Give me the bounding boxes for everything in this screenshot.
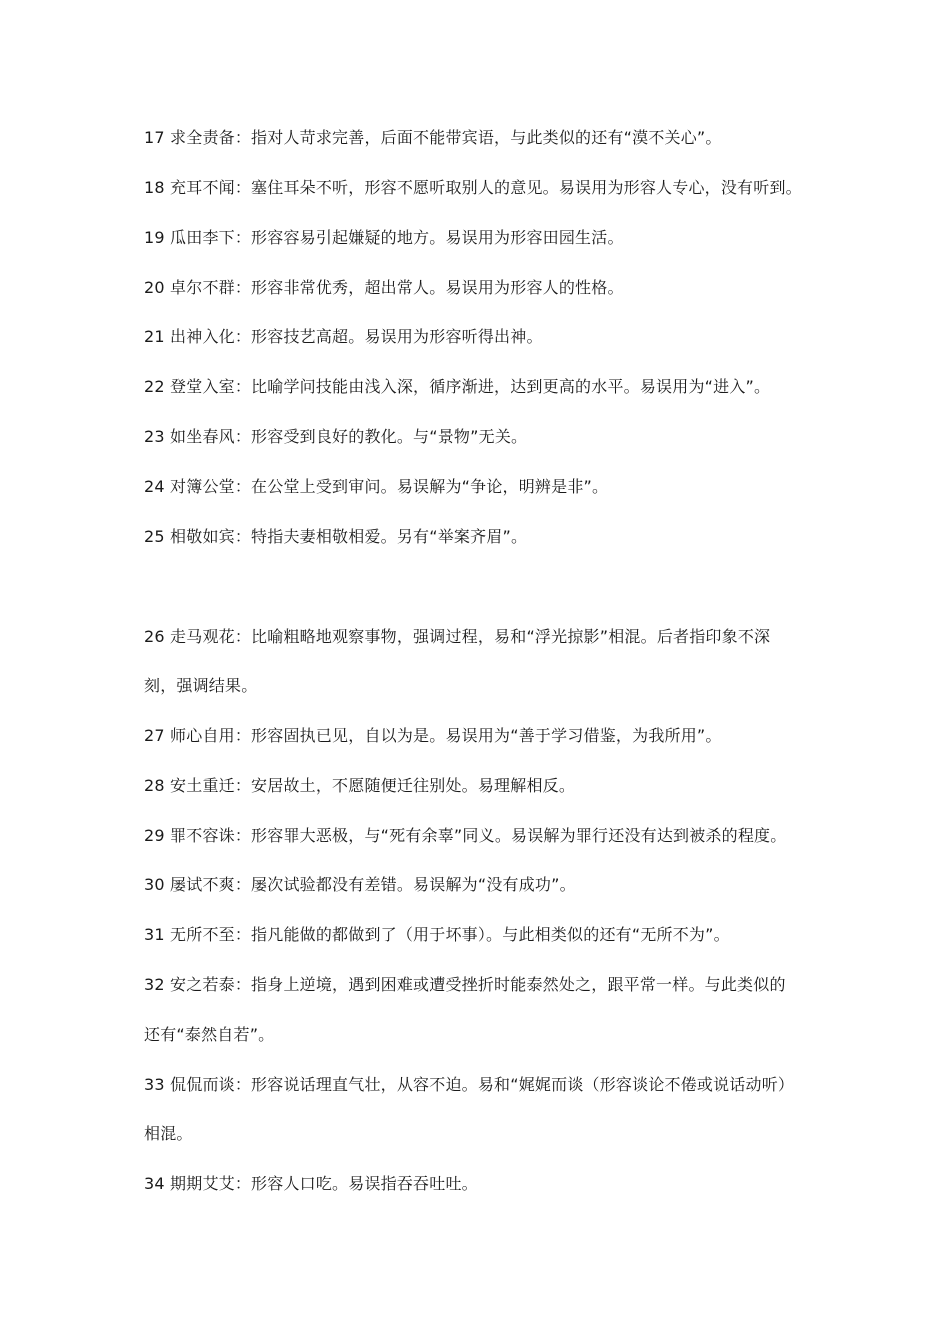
entry-24: 24 对簿公堂：在公堂上受到审问。易误解为“争论，明辨是非”。 (144, 477, 609, 496)
entry-30: 30 屡试不爽：屡次试验都没有差错。易误解为“没有成功”。 (144, 875, 576, 894)
entry-32-continued: 还有“泰然自若”。 (144, 1025, 275, 1044)
entry-26: 26 走马观花：比喻粗略地观察事物，强调过程，易和“浮光掠影”相混。后者指印象不深 (144, 627, 771, 646)
entry-22: 22 登堂入室：比喻学问技能由浅入深，循序渐进，达到更高的水平。易误用为“进入”。 (144, 377, 771, 396)
entry-33-continued: 相混。 (144, 1124, 193, 1143)
entry-31: 31 无所不至：指凡能做的都做到了（用于坏事）。与此相类似的还有“无所不为”。 (144, 925, 730, 944)
entry-29: 29 罪不容诛：形容罪大恶极，与“死有余辜”同义。易误解为罪行还没有达到被杀的程度。 (144, 826, 787, 845)
entry-19: 19 瓜田李下：形容容易引起嫌疑的地方。易误用为形容田园生活。 (144, 228, 624, 247)
entry-28: 28 安土重迁：安居故土，不愿随便迁往别处。易理解相反。 (144, 776, 576, 795)
entry-25: 25 相敬如宾：特指夫妻相敬相爱。另有“举案齐眉”。 (144, 527, 528, 546)
entry-20: 20 卓尔不群：形容非常优秀，超出常人。易误用为形容人的性格。 (144, 278, 624, 297)
entry-21: 21 出神入化：形容技艺高超。易误用为形容听得出神。 (144, 327, 543, 346)
entry-33: 33 侃侃而谈：形容说话理直气壮，从容不迫。易和“娓娓而谈（形容谈论不倦或说话动听） (144, 1075, 795, 1094)
entry-32: 32 安之若泰：指身上逆境，遇到困难或遭受挫折时能泰然处之，跟平常一样。与此类似的 (144, 975, 786, 994)
entry-27: 27 师心自用：形容固执已见，自以为是。易误用为“善于学习借鉴，为我所用”。 (144, 726, 722, 745)
entry-26-continued: 刻，强调结果。 (144, 676, 258, 695)
entry-17: 17 求全责备：指对人苛求完善，后面不能带宾语，与此类似的还有“漠不关心”。 (144, 128, 722, 147)
entry-23: 23 如坐春风：形容受到良好的教化。与“景物”无关。 (144, 427, 528, 446)
entry-34: 34 期期艾艾：形容人口吃。易误指吞吞吐吐。 (144, 1174, 478, 1193)
entry-18: 18 充耳不闻：塞住耳朵不听，形容不愿听取别人的意见。易误用为形容人专心，没有听到。 (144, 178, 802, 197)
